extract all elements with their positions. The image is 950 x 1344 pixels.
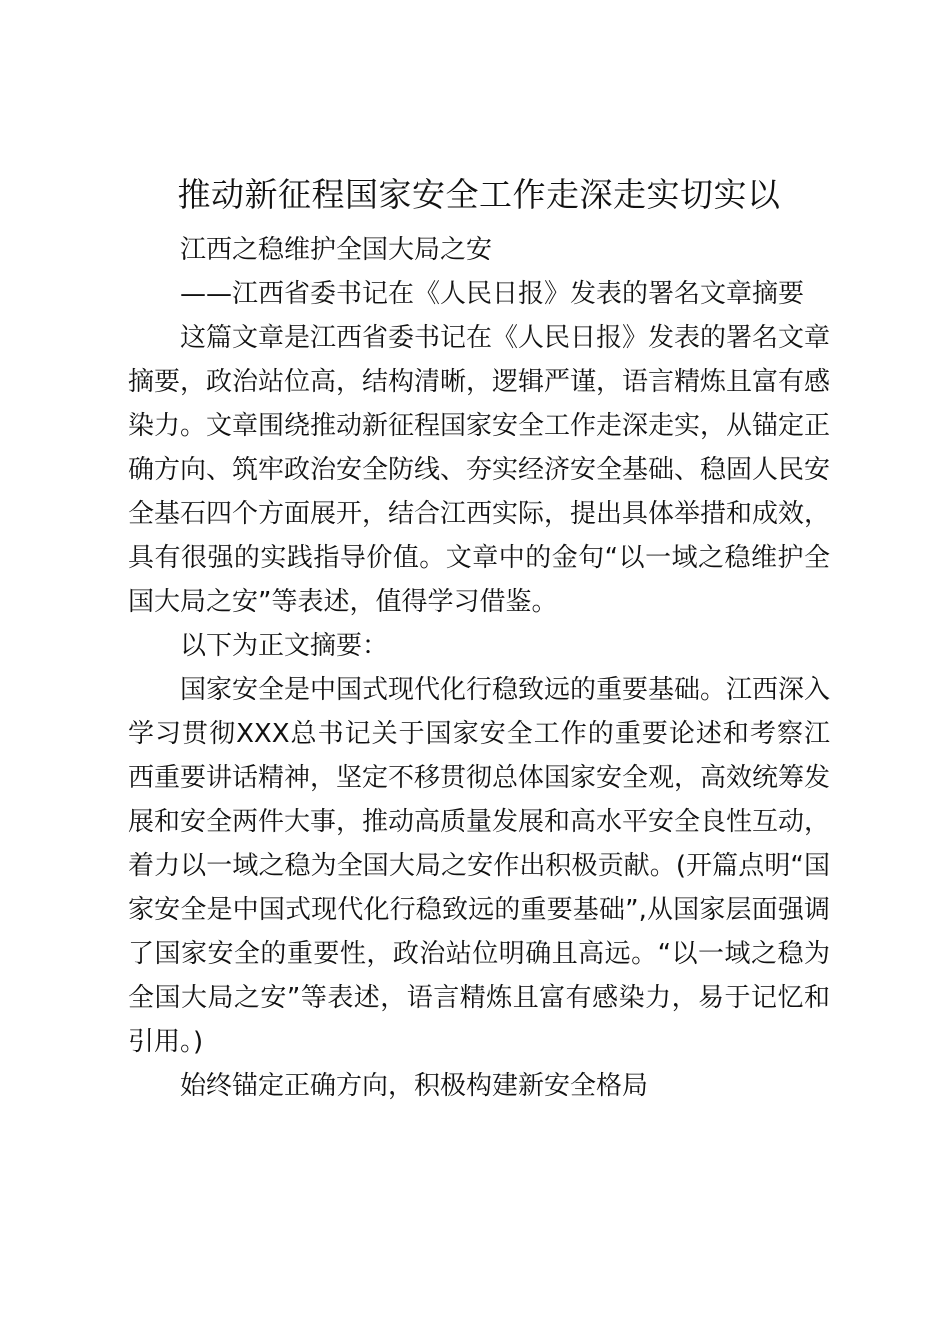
document-page (128, 170, 830, 1108)
excerpt-lead-paragraph: 以下为正文摘要： (180, 631, 389, 661)
document-subtitle: 江西之稳维护全国大局之安 (180, 235, 493, 265)
document-byline: ——江西省委书记在《人民日报》发表的署名文章摘要 (180, 279, 805, 309)
section-heading: 始终锚定正确方向，积极构建新安全格局 (180, 1071, 649, 1101)
intro-paragraph: 这篇文章是江西省委书记在《人民日报》发表的署名文章摘要，政治站位高，结构清晰，逻辑严谨，语言精炼且富有感染力。文章围绕推动新征程国家安全工作走深走实，从锚定正确方向、筑牢政治安全防线、夯实经济安全基础、稳固人民安全基石四个方面展开，结合江西实际，提出具体举措和成效，具有很强的实践指导价值。文章中的金句“以一域之稳维护全国大局之安”等表述，值得学习借鉴。 (128, 323, 831, 617)
body-paragraph: 国家安全是中国式现代化行稳致远的重要基础。江西深入学习贯彻XXX总书记关于国家安全工作的重要论述和考察江西重要讲话精神，坚定不移贯彻总体国家安全观，高效统筹发展和安全两件大事，推动高质量发展和高水平安全良性互动，着力以一域之稳为全国大局之安作出积极贡献。(开篇点明“国家安全是中国式现代化行稳致远的重要基础”,从国家层面强调了国家安全的重要性，政治站位明确且高远。“以一域之稳为全国大局之安”等表述，语言精炼且富有感染力，易于记忆和引用。) (128, 675, 831, 1057)
document-title: 推动新征程国家安全工作走深走实切实以 (177, 175, 781, 214)
